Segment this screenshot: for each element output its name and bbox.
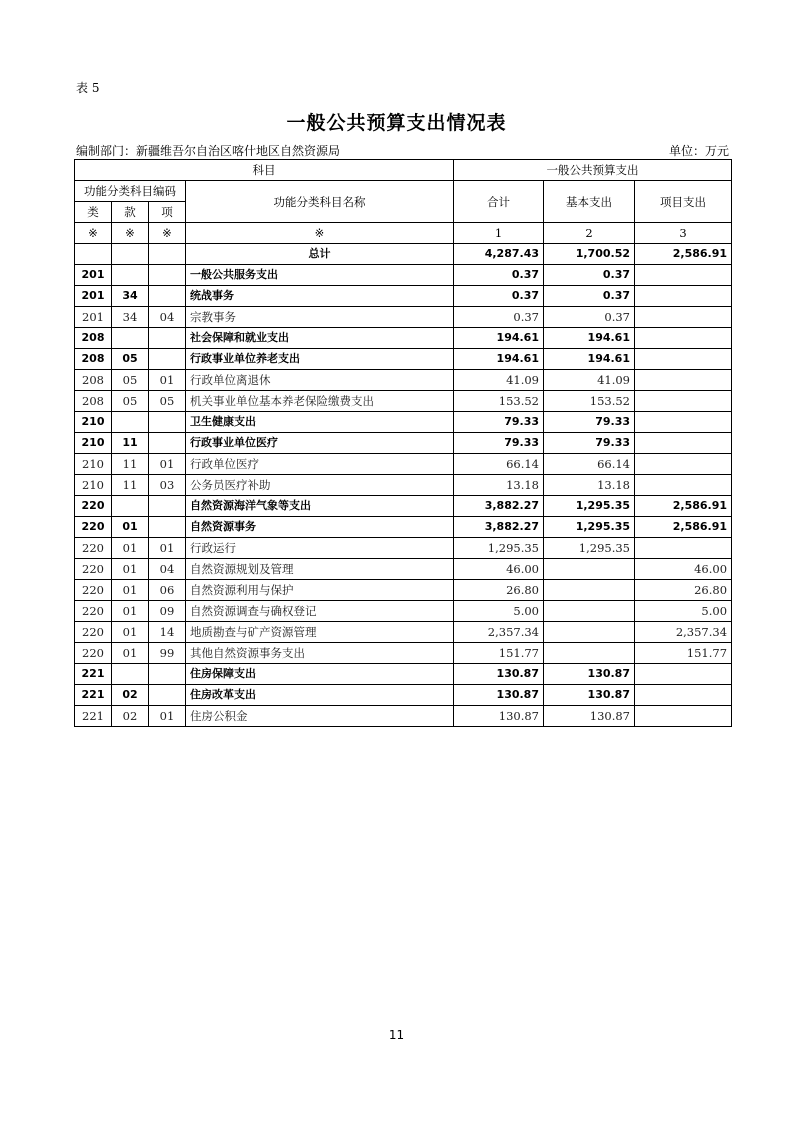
row-xiang [149,517,186,538]
row-project [635,664,732,685]
row-lei: 220 [75,580,112,601]
row-basic: 1,295.35 [544,538,635,559]
row-lei: 220 [75,601,112,622]
row-xiang: 01 [149,454,186,475]
row-total: 1,295.35 [454,538,544,559]
row-kuan: 01 [112,643,149,664]
row-name: 一般公共服务支出 [186,265,454,286]
table-row [75,685,732,706]
total-lei [75,244,112,265]
table-row [75,601,732,622]
row-lei: 210 [75,433,112,454]
row-basic: 194.61 [544,328,635,349]
row-name: 行政单位医疗 [186,454,454,475]
row-kuan: 34 [112,307,149,328]
table-row [75,559,732,580]
header-name: 功能分类科目名称 [186,181,454,223]
row-basic: 79.33 [544,433,635,454]
row-kuan: 01 [112,538,149,559]
marker-lei: ※ [75,223,112,244]
row-xiang: 04 [149,559,186,580]
row-name: 住房公积金 [186,706,454,727]
row-lei: 208 [75,370,112,391]
table-row [75,706,732,727]
row-project [635,685,732,706]
row-basic: 153.52 [544,391,635,412]
header-xiang: 项 [149,202,186,223]
row-xiang: 01 [149,706,186,727]
row-basic [544,601,635,622]
row-project [635,307,732,328]
row-lei: 220 [75,496,112,517]
row-lei: 220 [75,538,112,559]
table-row [75,412,732,433]
row-basic: 1,295.35 [544,496,635,517]
header-project: 项目支出 [635,181,732,223]
row-name: 自然资源事务 [186,517,454,538]
row-kuan [112,412,149,433]
row-lei: 201 [75,286,112,307]
row-total: 151.77 [454,643,544,664]
row-basic: 41.09 [544,370,635,391]
row-kuan: 11 [112,433,149,454]
row-name: 地质勘查与矿产资源管理 [186,622,454,643]
row-project [635,349,732,370]
row-project: 2,357.34 [635,622,732,643]
row-xiang: 09 [149,601,186,622]
row-basic [544,643,635,664]
row-lei: 220 [75,559,112,580]
row-total: 13.18 [454,475,544,496]
table-row [75,496,732,517]
row-project: 26.80 [635,580,732,601]
header-code-group: 功能分类科目编码 [75,181,186,202]
total-sum: 4,287.43 [454,244,544,265]
row-lei: 221 [75,706,112,727]
row-name: 住房改革支出 [186,685,454,706]
row-total: 130.87 [454,664,544,685]
row-basic: 130.87 [544,685,635,706]
row-project [635,391,732,412]
row-xiang: 01 [149,370,186,391]
row-kuan: 02 [112,685,149,706]
row-project [635,706,732,727]
row-total: 41.09 [454,370,544,391]
table-tag: 表 5 [76,81,100,95]
row-name: 宗教事务 [186,307,454,328]
header-subject: 科目 [75,160,454,181]
col-index-2: 2 [544,223,635,244]
row-kuan [112,265,149,286]
row-total: 3,882.27 [454,496,544,517]
row-lei: 220 [75,622,112,643]
row-lei: 208 [75,391,112,412]
row-lei: 221 [75,664,112,685]
total-kuan [112,244,149,265]
row-total: 46.00 [454,559,544,580]
row-project: 2,586.91 [635,517,732,538]
row-lei: 210 [75,412,112,433]
table-row [75,328,732,349]
total-xiang [149,244,186,265]
row-kuan: 01 [112,622,149,643]
row-total: 130.87 [454,685,544,706]
department-label: 编制部门：新疆维吾尔自治区喀什地区自然资源局 [76,144,341,158]
row-project [635,265,732,286]
row-xiang: 01 [149,538,186,559]
row-project [635,475,732,496]
row-kuan: 05 [112,349,149,370]
unit-label: 单位：万元 [668,144,729,158]
table-row [75,517,732,538]
header-lei: 类 [75,202,112,223]
total-project: 2,586.91 [635,244,732,265]
page-title: 一般公共预算支出情况表 [286,112,507,134]
row-name: 行政运行 [186,538,454,559]
row-basic: 0.37 [544,265,635,286]
row-lei: 208 [75,328,112,349]
row-total: 0.37 [454,286,544,307]
row-basic: 79.33 [544,412,635,433]
row-kuan: 11 [112,475,149,496]
row-basic: 13.18 [544,475,635,496]
table-row [75,622,732,643]
row-name: 自然资源规划及管理 [186,559,454,580]
row-total: 5.00 [454,601,544,622]
table-row [75,286,732,307]
total-label: 总计 [186,244,454,265]
row-basic [544,559,635,580]
row-name: 行政事业单位养老支出 [186,349,454,370]
table-row [75,349,732,370]
table-row [75,475,732,496]
row-project: 151.77 [635,643,732,664]
row-project: 46.00 [635,559,732,580]
row-xiang [149,433,186,454]
row-xiang [149,412,186,433]
header-budget-group: 一般公共预算支出 [454,160,732,181]
row-total: 130.87 [454,706,544,727]
row-basic: 194.61 [544,349,635,370]
row-total: 153.52 [454,391,544,412]
row-total: 66.14 [454,454,544,475]
row-lei: 221 [75,685,112,706]
row-project [635,328,732,349]
row-total: 0.37 [454,307,544,328]
header-total: 合计 [454,181,544,223]
table-row [75,433,732,454]
row-xiang: 04 [149,307,186,328]
row-basic [544,580,635,601]
row-project: 2,586.91 [635,496,732,517]
row-lei: 208 [75,349,112,370]
row-xiang: 99 [149,643,186,664]
row-xiang [149,286,186,307]
row-name: 自然资源海洋气象等支出 [186,496,454,517]
row-total: 194.61 [454,328,544,349]
row-kuan [112,664,149,685]
row-kuan: 05 [112,370,149,391]
row-total: 2,357.34 [454,622,544,643]
marker-name: ※ [186,223,454,244]
row-kuan: 34 [112,286,149,307]
row-xiang [149,328,186,349]
row-xiang: 14 [149,622,186,643]
row-kuan: 11 [112,454,149,475]
row-name: 自然资源利用与保护 [186,580,454,601]
header-kuan: 款 [112,202,149,223]
row-basic: 130.87 [544,664,635,685]
row-kuan: 02 [112,706,149,727]
row-total: 26.80 [454,580,544,601]
row-basic: 0.37 [544,286,635,307]
row-name: 行政事业单位医疗 [186,433,454,454]
marker-xiang: ※ [149,223,186,244]
row-name: 自然资源调查与确权登记 [186,601,454,622]
row-name: 卫生健康支出 [186,412,454,433]
total-row [75,244,732,265]
row-xiang [149,685,186,706]
table-row [75,664,732,685]
row-kuan [112,496,149,517]
row-name: 行政单位离退休 [186,370,454,391]
row-name: 其他自然资源事务支出 [186,643,454,664]
row-xiang: 03 [149,475,186,496]
row-total: 79.33 [454,433,544,454]
table-row [75,265,732,286]
row-name: 统战事务 [186,286,454,307]
row-lei: 210 [75,454,112,475]
row-lei: 210 [75,475,112,496]
row-kuan: 01 [112,580,149,601]
table-header [75,160,732,244]
row-project [635,454,732,475]
row-total: 0.37 [454,265,544,286]
table-body [75,244,732,727]
row-total: 79.33 [454,412,544,433]
row-kuan: 01 [112,517,149,538]
row-kuan: 01 [112,559,149,580]
table-row [75,370,732,391]
table-row [75,307,732,328]
row-name: 公务员医疗补助 [186,475,454,496]
col-index-3: 3 [635,223,732,244]
table-row [75,454,732,475]
table-row [75,538,732,559]
row-lei: 220 [75,517,112,538]
row-project: 5.00 [635,601,732,622]
row-name: 住房保障支出 [186,664,454,685]
row-kuan: 05 [112,391,149,412]
table-row [75,643,732,664]
table-row [75,580,732,601]
row-lei: 220 [75,643,112,664]
row-basic: 0.37 [544,307,635,328]
row-name: 机关事业单位基本养老保险缴费支出 [186,391,454,412]
row-project [635,538,732,559]
row-kuan [112,328,149,349]
row-basic: 1,295.35 [544,517,635,538]
total-basic: 1,700.52 [544,244,635,265]
row-xiang [149,349,186,370]
row-xiang: 05 [149,391,186,412]
marker-kuan: ※ [112,223,149,244]
row-xiang [149,496,186,517]
row-project [635,412,732,433]
budget-expenditure-table [74,159,732,727]
row-xiang [149,265,186,286]
row-basic: 130.87 [544,706,635,727]
row-total: 3,882.27 [454,517,544,538]
row-project [635,286,732,307]
row-total: 194.61 [454,349,544,370]
row-basic [544,622,635,643]
row-xiang [149,664,186,685]
row-lei: 201 [75,307,112,328]
row-lei: 201 [75,265,112,286]
row-project [635,370,732,391]
row-project [635,433,732,454]
col-index-1: 1 [454,223,544,244]
row-name: 社会保障和就业支出 [186,328,454,349]
row-xiang: 06 [149,580,186,601]
table-row [75,391,732,412]
page-number: 11 [388,1028,405,1042]
row-kuan: 01 [112,601,149,622]
row-basic: 66.14 [544,454,635,475]
header-basic: 基本支出 [544,181,635,223]
